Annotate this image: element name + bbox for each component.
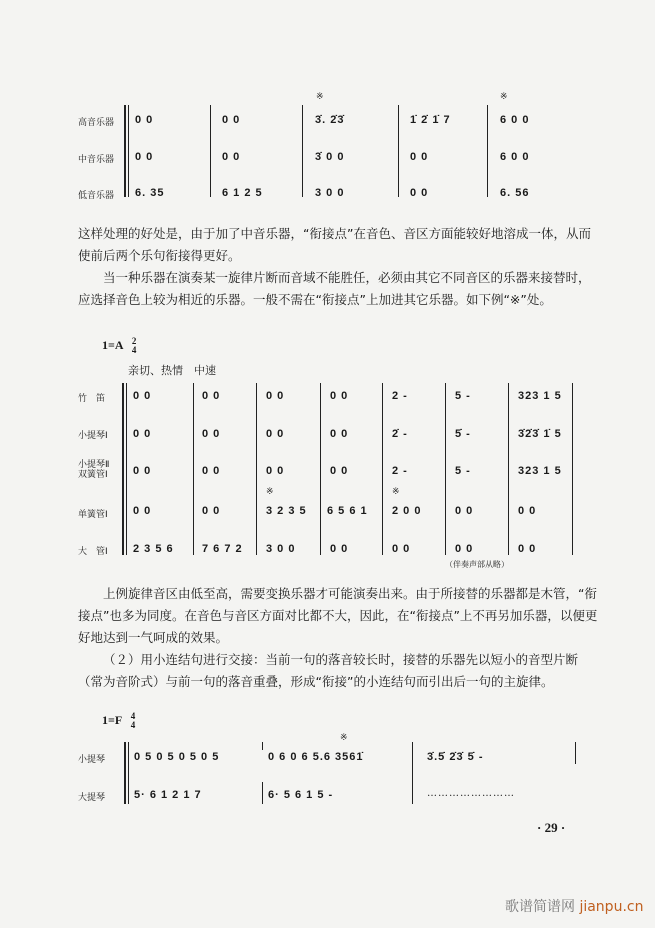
system-brace (122, 383, 127, 555)
measure: 3 0 0 (315, 187, 345, 199)
row-label: 单簧管Ⅰ (78, 510, 108, 520)
measure: 0 0 (455, 505, 474, 517)
measure: 2 - (392, 390, 408, 402)
measure: 0 0 (202, 428, 221, 440)
measure: 0 5 0 5 0 5 0 5 (134, 751, 220, 763)
watermark-en: jianpu.cn (579, 899, 644, 915)
connection-mark: ※ (500, 92, 508, 102)
measure: 7 6 7 2 (202, 543, 243, 555)
measure: 0 0 (222, 114, 241, 126)
measure: 0 0 (133, 428, 152, 440)
measure: 0 0 (266, 465, 285, 477)
measure: 0 0 (133, 390, 152, 402)
time-top: 4 (130, 711, 136, 721)
measure: 0 0 (266, 428, 285, 440)
key-signature (102, 712, 135, 730)
measure: 3 0 0 (266, 543, 296, 555)
measure: 0 0 (133, 505, 152, 517)
row-label: 低音乐器 (78, 191, 115, 201)
tempo-marking: 亲切、热情 中速 (128, 364, 216, 377)
row-label: 小提琴 (78, 755, 106, 765)
measure: 6 5 6 1 (327, 505, 368, 517)
row-label: 中音乐器 (78, 155, 115, 165)
key-label: 1=F (102, 712, 122, 727)
measure: 0 6 0 6 5.6 3561̇ (268, 751, 364, 763)
connection-mark: ※ (392, 487, 400, 497)
time-top: 2 (131, 336, 137, 346)
measure: 2 3 5 6 (133, 543, 174, 555)
measure: 0 0 (410, 187, 429, 199)
measure: 6 0 0 (500, 151, 530, 163)
watermark-cn: 歌谱简谱网 (505, 899, 575, 915)
measure: 3̇.5̇ 2̇3̇ 5̇ - (427, 751, 484, 763)
measure: 0 0 (518, 543, 537, 555)
paragraph: 当一种乐器在演奏某一旋律片断而音域不能胜任，必须由其它不同音区的乐器来接替时，应选择音色上较为相近的乐器。一般不需在“衔接点”上加进其它乐器。如下例“※”处。 (78, 270, 591, 307)
measure: 3̇2̇3̇ 1̇ 5 (518, 428, 562, 440)
system-brace (124, 105, 129, 197)
measure: 0 0 (133, 465, 152, 477)
measure: 3 2 3 5 (266, 505, 307, 517)
paragraph: （２）用小连结句进行交接：当前一句的落音较长时，接替的乐器先以短小的音型片断（常为音阶式）与前一句的落音重叠，形成“衔接”的小连结句而引出后一句的主旋律。 (78, 652, 579, 689)
row-label: 小提琴Ⅰ (78, 431, 108, 441)
time-signature (131, 712, 136, 730)
row-label: 高音乐器 (78, 118, 115, 128)
measure: 0 0 (330, 543, 349, 555)
paragraph: 上例旋律音区由低至高，需要变换乐器才可能演奏出来。由于所接替的乐器都是木管，“衔接点”也多为同度。在音色与音区方面对比都不大，因此，在“衔接点”上不再另加乐器，以便更好地达到一气呵成的效果。 (78, 586, 598, 645)
row-label: 小提琴Ⅱ 双簧管Ⅰ (78, 460, 110, 480)
row-label: 大提琴 (78, 793, 106, 803)
measure: 6. 56 (500, 187, 530, 199)
measure: 3̇. 2̇3̇ (315, 114, 345, 126)
measure: 0 0 (392, 543, 411, 555)
measure: 0 0 (330, 428, 349, 440)
paragraph: 这样处理的好处是，由于加了中音乐器，“衔接点”在音色、音区方面能较好地溶成一体，从而使前后两个乐句衔接得更好。 (78, 226, 591, 263)
row-label: 大 管Ⅰ (78, 547, 108, 557)
footnote: （伴奏声部从略） (445, 560, 509, 569)
barline (256, 383, 257, 555)
row-label: 竹 笛 (78, 394, 106, 404)
measure: 2 - (392, 465, 408, 477)
measure: 5̇ - (455, 428, 471, 440)
time-signature (132, 337, 137, 355)
measure: 0 0 (410, 151, 429, 163)
barline (575, 742, 576, 764)
measure: 0 0 (202, 505, 221, 517)
key-signature (102, 337, 136, 355)
measure: 0 0 (135, 114, 154, 126)
measure: 0 0 (222, 151, 241, 163)
measure: 0 0 (202, 390, 221, 402)
measure: 323 1 5 (518, 390, 562, 402)
barline (262, 742, 263, 750)
measure: 0 0 (202, 465, 221, 477)
measure: 0 0 (135, 151, 154, 163)
measure: 5 - (455, 390, 471, 402)
measure-continuation: …………………… (427, 788, 515, 799)
measure: 6. 35 (135, 187, 165, 199)
measure: 0 0 (266, 390, 285, 402)
barline (382, 383, 383, 555)
barline (487, 105, 488, 197)
connection-mark: ※ (266, 487, 274, 497)
barline (445, 383, 446, 555)
barline (262, 782, 263, 804)
barline (320, 383, 321, 555)
watermark (505, 896, 643, 916)
measure: 323 1 5 (518, 465, 562, 477)
barline (508, 383, 509, 555)
measure: 1̇ 2̇ 1̇ 7 (410, 114, 451, 126)
system-brace (124, 742, 129, 804)
measure: 3̇ 0 0 (315, 151, 345, 163)
barline (572, 383, 573, 555)
measure: 0 0 (455, 543, 474, 555)
barline (302, 105, 303, 197)
measure: 0 0 (518, 505, 537, 517)
barline (398, 105, 399, 197)
barline (412, 742, 413, 804)
measure: 6 0 0 (500, 114, 530, 126)
time-bottom: 4 (130, 720, 136, 730)
measure: 5 - (455, 465, 471, 477)
measure: 6 1 2 5 (222, 187, 263, 199)
measure: 5· 6 1 2 1 7 (134, 789, 202, 801)
paragraph-block (78, 583, 598, 693)
barline (193, 383, 194, 555)
measure: 0 0 (330, 465, 349, 477)
barline (210, 105, 211, 197)
measure: 2̇ - (392, 428, 408, 440)
measure: 0 0 (330, 390, 349, 402)
connection-mark: ※ (340, 733, 348, 743)
measure: 6· 5 6 1 5 - (268, 789, 334, 801)
connection-mark: ※ (316, 92, 324, 102)
key-label: 1=A (102, 337, 123, 352)
measure: 2 0 0 (392, 505, 422, 517)
time-bottom: 4 (131, 345, 137, 355)
paragraph-block (78, 223, 598, 311)
page-number: · 29 · (537, 820, 566, 835)
